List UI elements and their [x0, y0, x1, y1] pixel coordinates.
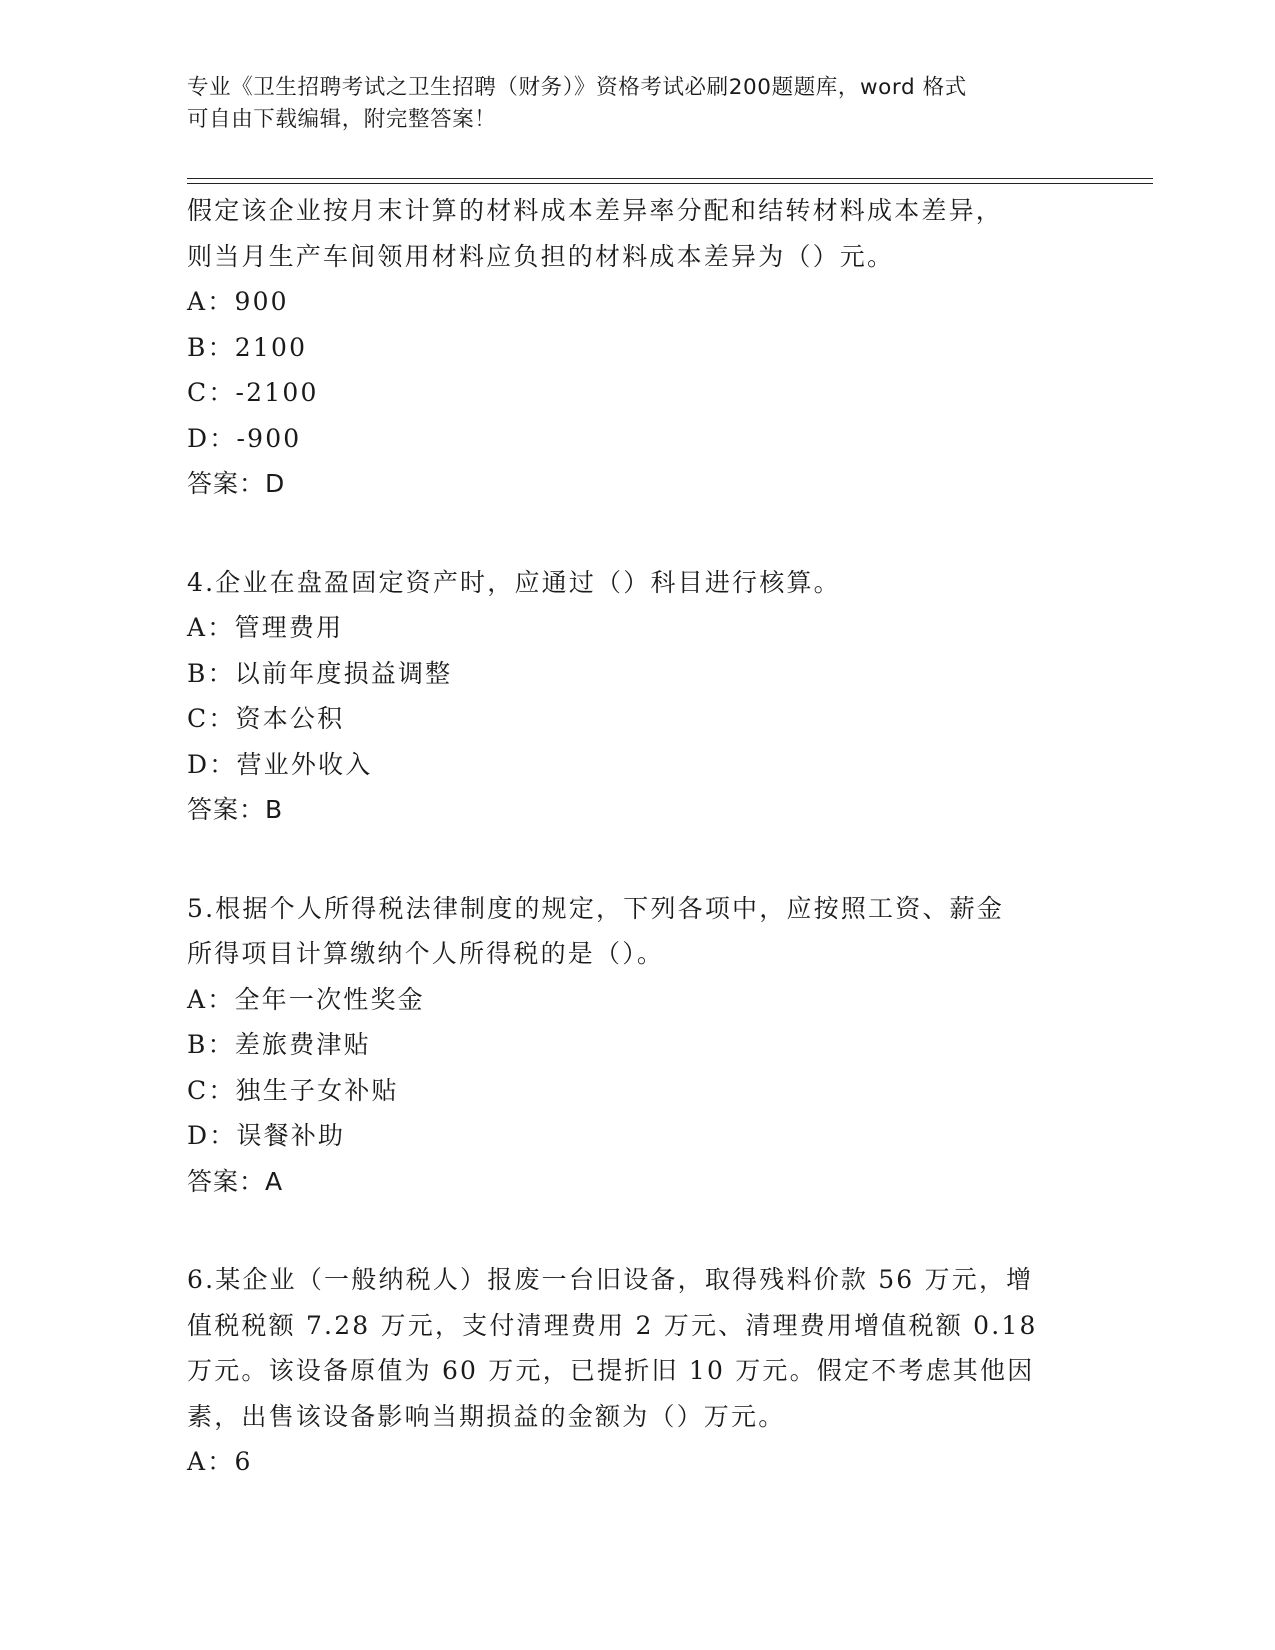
document-header	[187, 72, 1067, 136]
stem-line: 4.企业在盘盈固定资产时，应通过（）科目进行核算。	[187, 567, 841, 597]
question-list	[187, 188, 1067, 1485]
answer-line: 答案：D	[187, 469, 286, 498]
stem-line: 万元。该设备原值为 60 万元，已提折旧 10 万元。假定不考虑其他因	[187, 1356, 1035, 1385]
option-text: 差旅费津贴	[234, 1030, 371, 1059]
option-key: A：	[187, 287, 235, 316]
question-3	[187, 188, 1067, 507]
option-text: 独生子女补贴	[235, 1075, 399, 1105]
option-text: 误餐补助	[236, 1121, 346, 1150]
question-6	[187, 1257, 1067, 1485]
question-stem	[187, 886, 1067, 977]
stem-line: 假定该企业按月末计算的材料成本差异率分配和结转材料成本差异，	[187, 196, 1004, 225]
stem-line: 6.某企业（一般纳税人）报废一台旧设备，取得残料价款 56 万元，增	[187, 1265, 1034, 1294]
option-a	[187, 977, 1067, 1023]
question-gap	[187, 1204, 1067, 1257]
option-text: 管理费用	[234, 613, 344, 642]
option-key: A：	[187, 984, 235, 1014]
option-text: 资本公积	[235, 704, 345, 733]
option-key: D：	[187, 749, 237, 779]
option-text: -2100	[235, 378, 319, 407]
question-gap	[187, 833, 1067, 886]
option-a	[187, 1439, 1067, 1485]
option-text: 全年一次性奖金	[234, 984, 425, 1014]
option-text: -900	[236, 423, 302, 453]
option-key: B：	[187, 332, 235, 362]
option-key: B：	[187, 658, 235, 688]
question-stem	[187, 560, 1067, 606]
option-d	[187, 742, 1067, 788]
option-d	[187, 416, 1067, 462]
option-key: A：	[187, 1447, 235, 1476]
answer-line: 答案：A	[187, 1166, 284, 1196]
option-key: C：	[187, 1075, 236, 1105]
option-text: 以前年度损益调整	[234, 658, 453, 688]
option-a	[187, 279, 1067, 325]
option-key: C：	[187, 704, 236, 733]
option-text: 900	[234, 287, 289, 316]
stem-line: 素，出售该设备影响当期损益的金额为（）万元。	[187, 1401, 786, 1431]
option-c	[187, 696, 1067, 742]
option-key: A：	[187, 613, 235, 642]
header-title-line-2: 可自由下载编辑，附完整答案！	[187, 107, 497, 132]
option-c	[187, 370, 1067, 416]
stem-line: 则当月生产车间领用材料应负担的材料成本差异为（）元。	[187, 241, 895, 271]
question-gap	[187, 507, 1067, 560]
question-stem	[187, 188, 1067, 279]
header-title-line-1: 专业《卫生招聘考试之卫生招聘（财务）》资格考试必刷200题题库，word 格式	[187, 75, 967, 100]
option-text: 营业外收入	[236, 749, 373, 779]
question-5	[187, 886, 1067, 1205]
option-b	[187, 1022, 1067, 1068]
option-b	[187, 325, 1067, 371]
option-key: D：	[187, 1121, 237, 1150]
option-text: 2100	[234, 332, 308, 362]
option-a	[187, 605, 1067, 651]
option-d	[187, 1113, 1067, 1159]
option-key: B：	[187, 1030, 235, 1059]
question-4	[187, 560, 1067, 833]
option-c	[187, 1068, 1067, 1114]
header-divider-top	[187, 178, 1153, 179]
stem-line: 所得项目计算缴纳个人所得税的是（）。	[187, 939, 665, 968]
option-text: 6	[234, 1447, 253, 1476]
option-key: D：	[187, 423, 237, 453]
stem-line: 5.根据个人所得税法律制度的规定，下列各项中，应按照工资、薪金	[187, 893, 1005, 923]
answer-line: 答案：B	[187, 795, 284, 824]
header-divider-bottom	[187, 183, 1153, 184]
question-stem	[187, 1257, 1067, 1439]
stem-line: 值税税额 7.28 万元，支付清理费用 2 万元、清理费用增值税额 0.18	[187, 1310, 1038, 1340]
option-b	[187, 651, 1067, 697]
option-key: C：	[187, 378, 236, 407]
